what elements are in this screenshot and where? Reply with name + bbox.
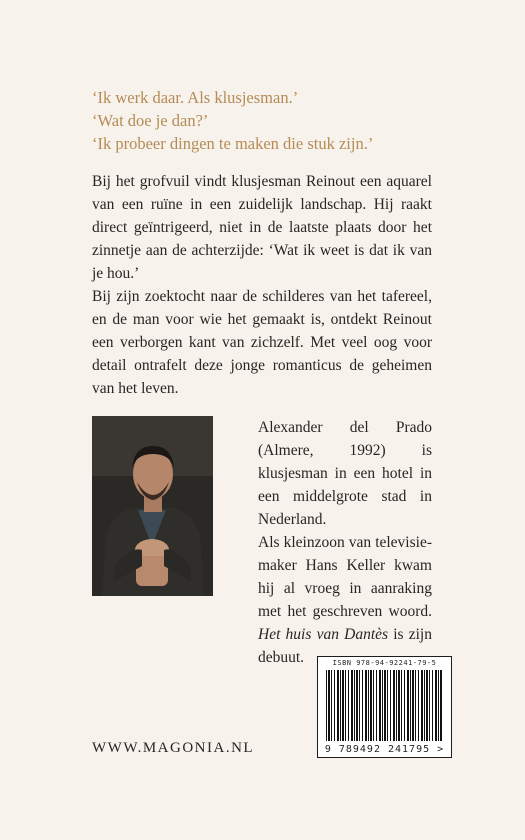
barcode-digits: 9 789492 241795 > bbox=[318, 744, 451, 755]
author-photo bbox=[92, 416, 213, 596]
book-title: Het huis van Dantès bbox=[258, 626, 389, 643]
isbn-text: ISBN 978-94-92241-79-5 bbox=[332, 659, 437, 667]
quote-line: ‘Wat doe je dan?’ bbox=[92, 111, 209, 130]
bio-paragraph bbox=[258, 531, 432, 669]
publisher-website: WWW.MAGONIA.NL bbox=[92, 740, 255, 756]
author-bio bbox=[258, 416, 432, 669]
quote-line: ‘Ik probeer dingen te maken die stuk zijn.’ bbox=[92, 134, 374, 153]
barcode-bars bbox=[326, 670, 443, 741]
bio-text: Als kleinzoon van televisie-maker Hans Keller kwam hij al vroeg in aanraking met het geschreven woord. bbox=[258, 534, 432, 620]
bio-text: is zijn debuut. bbox=[258, 626, 432, 666]
book-blurb bbox=[92, 170, 432, 400]
quote-line: ‘Ik werk daar. Als klusjesman.’ bbox=[92, 88, 299, 107]
bio-paragraph: Alexander del Prado (Almere, 1992) is klusjesman in een hotel in een middelgrote stad in Nederland. bbox=[258, 419, 432, 528]
isbn-barcode bbox=[317, 656, 452, 758]
blurb-paragraph: Bij zijn zoektocht naar de schilderes van het tafereel, en de man voor wie het gemaakt is, ontdekt Reinout een verborgen kant van zichzelf. Met veel oog voor detail ontrafelt deze jonge romanticus de geheimen van het leven. bbox=[92, 288, 432, 397]
opening-quotes bbox=[92, 86, 452, 155]
author-portrait-illustration bbox=[92, 416, 213, 596]
blurb-paragraph: Bij het grofvuil vindt klusjesman Reinout een aquarel van een ruïne in een zuidelijk landschap. Hij raakt direct geïntrigeerd, niet in de laatste plaats door het zinnetje aan de achterzijde: ‘Wat ik weet is dat ik van je hou.’ bbox=[92, 173, 432, 282]
